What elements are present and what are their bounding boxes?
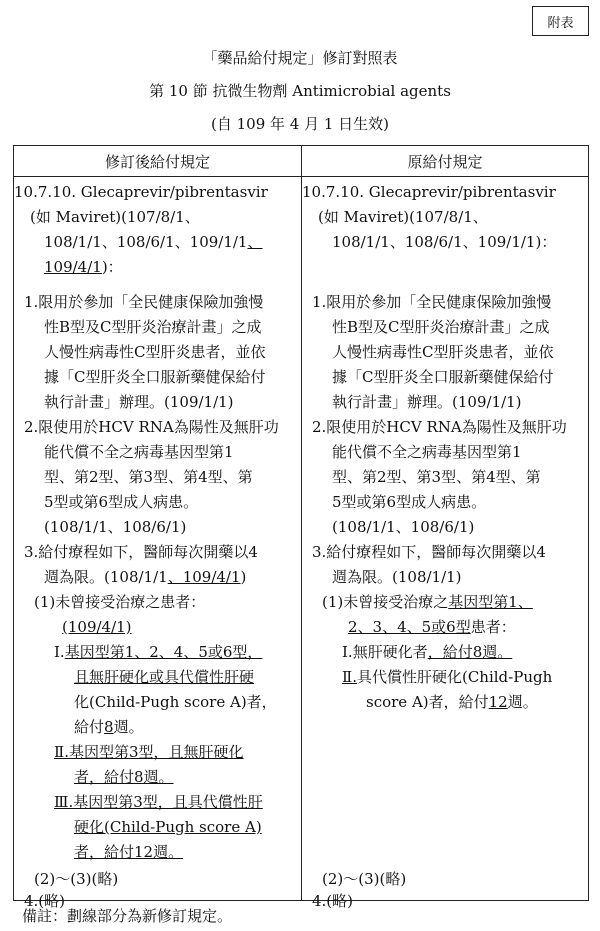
text-line: 5型或第6型成人病患。 bbox=[44, 493, 199, 511]
text-line: (如 Maviret)(107/8/1、 bbox=[30, 208, 200, 226]
text-line: 能代償不全之病毒基因型第1 bbox=[332, 443, 522, 461]
text-line: 5型或第6型成人病患。 bbox=[332, 493, 487, 511]
appendix-badge: 附表 bbox=[532, 6, 589, 36]
text-line: (1)未曾接受治療之基因型第1、 bbox=[322, 593, 533, 611]
drug-heading: 10.7.10. Glecaprevir/pibrentasvir bbox=[14, 183, 268, 201]
text-line: 性B型及C型肝炎治療計畫」之成 bbox=[44, 318, 262, 336]
text-line: 據「C型肝炎全口服新藥健保給付 bbox=[44, 368, 266, 386]
text-line: 型、第2型、第3型、第4型、第 bbox=[332, 468, 541, 486]
text-line: 據「C型肝炎全口服新藥健保給付 bbox=[332, 368, 554, 386]
comparison-table bbox=[13, 145, 589, 910]
text-line: Ⅱ.具代償性肝硬化(Child-Pugh bbox=[342, 668, 553, 686]
text-line: 1.限用於參加「全民健康保險加強慢 bbox=[24, 293, 264, 311]
revised-column bbox=[14, 177, 302, 910]
footnote: 備註：劃線部分為新修訂規定。 bbox=[22, 907, 233, 925]
text-line: 能代償不全之病毒基因型第1 bbox=[44, 443, 234, 461]
text-line: 且無肝硬化或具代償性肝硬 bbox=[74, 668, 255, 686]
text-line: Ⅰ.基因型第1、2、4、5或6型， bbox=[54, 643, 263, 661]
text-line: 108/1/1、108/6/1、109/1/1)： bbox=[332, 233, 557, 251]
text-line: 者，給付8週。 bbox=[74, 768, 174, 786]
text-line: Ⅱ.基因型第3型，且無肝硬化 bbox=[54, 743, 244, 761]
document-title: 「藥品給付規定」修訂對照表 bbox=[202, 49, 398, 67]
header-revised: 修訂後給付規定 bbox=[14, 146, 302, 177]
text-line: 108/1/1、108/6/1、109/1/1、 bbox=[44, 233, 263, 251]
text-line: Ⅰ.無肝硬化者，給付8週。 bbox=[342, 643, 513, 661]
text-line: 性B型及C型肝炎治療計畫」之成 bbox=[332, 318, 550, 336]
text-line: Ⅲ.基因型第3型，且具代償性肝 bbox=[54, 793, 263, 811]
text-line: 硬化(Child-Pugh score A) bbox=[74, 818, 262, 836]
text-line: 週為限。(108/1/1、109/4/1) bbox=[44, 568, 247, 586]
text-line: 4.(略) bbox=[312, 892, 354, 910]
text-line: 給付8週。 bbox=[74, 718, 144, 736]
text-line: 1.限用於參加「全民健康保險加強慢 bbox=[312, 293, 552, 311]
original-column bbox=[302, 177, 589, 910]
drug-heading: 10.7.10. Glecaprevir/pibrentasvir bbox=[302, 183, 556, 201]
text-line: 執行計畫」辦理。(109/1/1) bbox=[44, 393, 234, 411]
text-line: (2)～(3)(略) bbox=[34, 870, 119, 888]
text-line: 人慢性病毒性C型肝炎患者，並依 bbox=[332, 343, 554, 361]
text-line: score A)者，給付12週。 bbox=[366, 693, 538, 711]
effective-date: (自 109 年 4 月 1 日生效) bbox=[210, 115, 390, 133]
text-line: 人慢性病毒性C型肝炎患者，並依 bbox=[44, 343, 266, 361]
text-line: (108/1/1、108/6/1) bbox=[332, 518, 475, 536]
text-line: 2.限使用於HCV RNA為陽性及無肝功 bbox=[24, 418, 279, 436]
text-line: 3.給付療程如下，醫師每次開藥以4 bbox=[312, 543, 546, 561]
text-line: (108/1/1、108/6/1) bbox=[44, 518, 187, 536]
text-line: 者，給付12週。 bbox=[74, 843, 184, 861]
text-line: 型、第2型、第3型、第4型、第 bbox=[44, 468, 253, 486]
section-title: 第 10 節 抗微生物劑 Antimicrobial agents bbox=[149, 82, 451, 100]
text-line: (如 Maviret)(107/8/1、 bbox=[318, 208, 488, 226]
text-line: (2)～(3)(略) bbox=[322, 870, 407, 888]
text-line: 週為限。(108/1/1) bbox=[332, 568, 462, 586]
header-original: 原給付規定 bbox=[302, 146, 589, 177]
text-line: (109/4/1) bbox=[62, 618, 132, 636]
text-line: 化(Child-Pugh score A)者， bbox=[74, 693, 277, 711]
text-line: 執行計畫」辦理。(109/1/1) bbox=[332, 393, 522, 411]
text-line: 3.給付療程如下，醫師每次開藥以4 bbox=[24, 543, 258, 561]
text-line: 2、3、4、5或6型患者： bbox=[348, 618, 516, 636]
text-line: (1)未曾接受治療之患者： bbox=[34, 593, 206, 611]
text-line: 109/4/1)： bbox=[44, 258, 123, 276]
text-line: 2.限使用於HCV RNA為陽性及無肝功 bbox=[312, 418, 567, 436]
text-line: 4.(略) bbox=[24, 892, 66, 910]
